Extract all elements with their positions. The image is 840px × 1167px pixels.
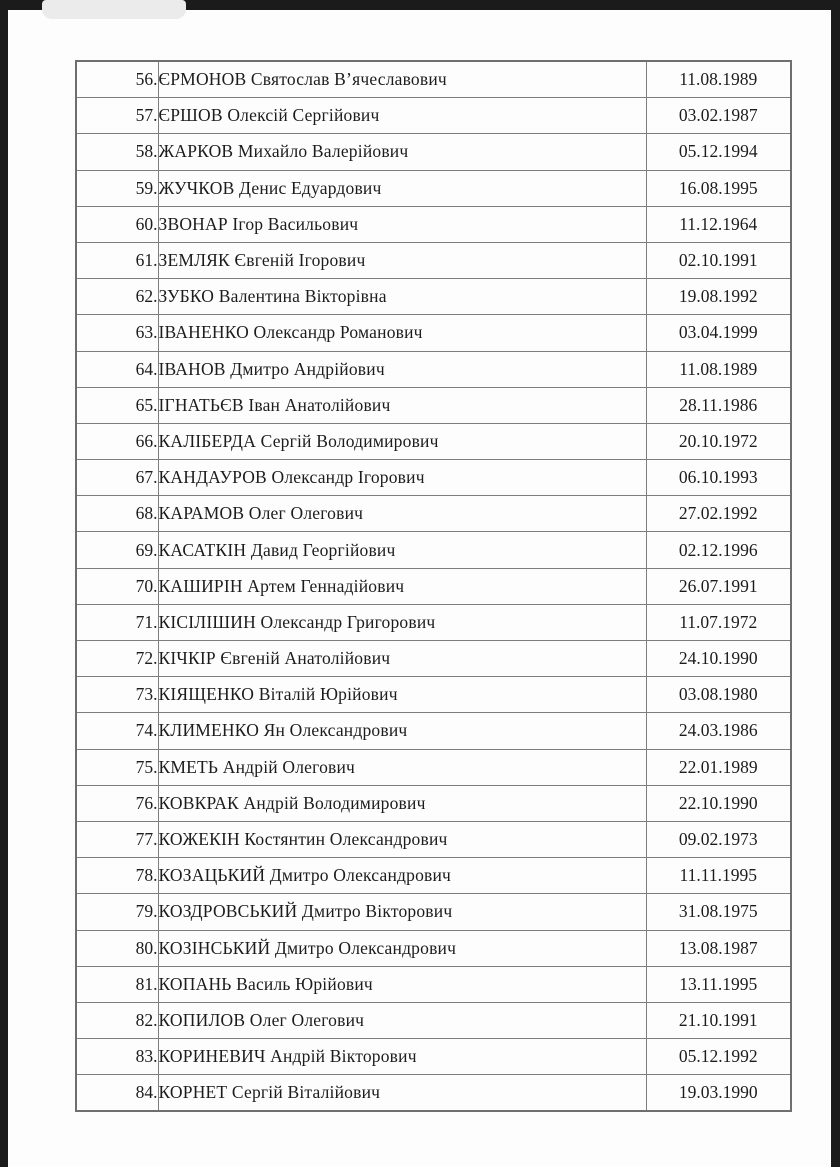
row-number-cell: 71.: [76, 604, 158, 640]
name-cell: КАЛІБЕРДА Сергій Володимирович: [158, 423, 646, 459]
row-number-cell: 61.: [76, 242, 158, 278]
row-number-cell: 82.: [76, 1002, 158, 1038]
birthdate-cell: 03.08.1980: [646, 677, 791, 713]
row-number-cell: 76.: [76, 785, 158, 821]
screenshot-frame-right: [831, 0, 840, 1167]
roster-table: [75, 60, 792, 1112]
table-row: [76, 568, 791, 604]
birthdate-cell: 02.10.1991: [646, 242, 791, 278]
table-row: [76, 930, 791, 966]
row-number-cell: 77.: [76, 821, 158, 857]
table-row: [76, 894, 791, 930]
row-number-cell: 63.: [76, 315, 158, 351]
table-row: [76, 749, 791, 785]
name-cell: КОВКРАК Андрій Володимирович: [158, 785, 646, 821]
birthdate-cell: 11.07.1972: [646, 604, 791, 640]
name-cell: КЛИМЕНКО Ян Олександрович: [158, 713, 646, 749]
row-number-cell: 70.: [76, 568, 158, 604]
row-number-cell: 80.: [76, 930, 158, 966]
name-cell: КОРНЕТ Сергій Віталійович: [158, 1075, 646, 1112]
name-cell: ЗВОНАР Ігор Васильович: [158, 206, 646, 242]
row-number-cell: 69.: [76, 532, 158, 568]
name-cell: ЗЕМЛЯК Євгеній Ігорович: [158, 242, 646, 278]
row-number-cell: 83.: [76, 1039, 158, 1075]
name-cell: ЄРМОНОВ Святослав В’ячеславович: [158, 61, 646, 98]
table-row: [76, 1075, 791, 1112]
row-number-cell: 84.: [76, 1075, 158, 1112]
row-number-cell: 66.: [76, 423, 158, 459]
table-row: [76, 242, 791, 278]
birthdate-cell: 11.12.1964: [646, 206, 791, 242]
name-cell: ІВАНОВ Дмитро Андрійович: [158, 351, 646, 387]
name-cell: КОПАНЬ Василь Юрійович: [158, 966, 646, 1002]
row-number-cell: 79.: [76, 894, 158, 930]
name-cell: КОРИНЕВИЧ Андрій Вікторович: [158, 1039, 646, 1075]
row-number-cell: 68.: [76, 496, 158, 532]
name-cell: КАНДАУРОВ Олександр Ігорович: [158, 460, 646, 496]
name-cell: КІСІЛІШИН Олександр Григорович: [158, 604, 646, 640]
table-row: [76, 98, 791, 134]
birthdate-cell: 09.02.1973: [646, 821, 791, 857]
birthdate-cell: 11.11.1995: [646, 858, 791, 894]
row-number-cell: 67.: [76, 460, 158, 496]
row-number-cell: 74.: [76, 713, 158, 749]
row-number-cell: 58.: [76, 134, 158, 170]
name-cell: ІВАНЕНКО Олександр Романович: [158, 315, 646, 351]
birthdate-cell: 03.02.1987: [646, 98, 791, 134]
row-number-cell: 73.: [76, 677, 158, 713]
row-number-cell: 59.: [76, 170, 158, 206]
birthdate-cell: 06.10.1993: [646, 460, 791, 496]
table-row: [76, 423, 791, 459]
birthdate-cell: 31.08.1975: [646, 894, 791, 930]
table-row: [76, 1002, 791, 1038]
birthdate-cell: 11.08.1989: [646, 351, 791, 387]
birthdate-cell: 27.02.1992: [646, 496, 791, 532]
name-cell: КМЕТЬ Андрій Олегович: [158, 749, 646, 785]
table-row: [76, 641, 791, 677]
birthdate-cell: 22.10.1990: [646, 785, 791, 821]
table-row: [76, 604, 791, 640]
name-cell: КОЗДРОВСЬКИЙ Дмитро Вікторович: [158, 894, 646, 930]
table-row: [76, 532, 791, 568]
birthdate-cell: 19.08.1992: [646, 279, 791, 315]
table-row: [76, 134, 791, 170]
table-row: [76, 858, 791, 894]
roster-body: [76, 61, 791, 1111]
row-number-cell: 72.: [76, 641, 158, 677]
table-row: [76, 460, 791, 496]
name-cell: КІЧКІР Євгеній Анатолійович: [158, 641, 646, 677]
table-row: [76, 315, 791, 351]
birthdate-cell: 16.08.1995: [646, 170, 791, 206]
birthdate-cell: 13.08.1987: [646, 930, 791, 966]
name-cell: КАШИРІН Артем Геннадійович: [158, 568, 646, 604]
name-cell: ЄРШОВ Олексій Сергійович: [158, 98, 646, 134]
name-cell: ІГНАТЬЄВ Іван Анатолійович: [158, 387, 646, 423]
table-row: [76, 785, 791, 821]
row-number-cell: 60.: [76, 206, 158, 242]
birthdate-cell: 11.08.1989: [646, 61, 791, 98]
table-row: [76, 821, 791, 857]
table-row: [76, 713, 791, 749]
birthdate-cell: 28.11.1986: [646, 387, 791, 423]
name-cell: КАРАМОВ Олег Олегович: [158, 496, 646, 532]
table-row: [76, 206, 791, 242]
birthdate-cell: 20.10.1972: [646, 423, 791, 459]
table-row: [76, 61, 791, 98]
name-cell: ЗУБКО Валентина Вікторівна: [158, 279, 646, 315]
birthdate-cell: 26.07.1991: [646, 568, 791, 604]
name-cell: КОПИЛОВ Олег Олегович: [158, 1002, 646, 1038]
name-cell: КОЗАЦЬКИЙ Дмитро Олександрович: [158, 858, 646, 894]
table-row: [76, 279, 791, 315]
birthdate-cell: 02.12.1996: [646, 532, 791, 568]
birthdate-cell: 24.10.1990: [646, 641, 791, 677]
table-row: [76, 170, 791, 206]
birthdate-cell: 13.11.1995: [646, 966, 791, 1002]
name-cell: КОЗІНСЬКИЙ Дмитро Олександрович: [158, 930, 646, 966]
top-tab-handle: [42, 0, 186, 19]
table-row: [76, 966, 791, 1002]
table-row: [76, 496, 791, 532]
birthdate-cell: 24.03.1986: [646, 713, 791, 749]
row-number-cell: 81.: [76, 966, 158, 1002]
birthdate-cell: 22.01.1989: [646, 749, 791, 785]
birthdate-cell: 05.12.1992: [646, 1039, 791, 1075]
name-cell: КАСАТКІН Давид Георгійович: [158, 532, 646, 568]
table-row: [76, 351, 791, 387]
row-number-cell: 78.: [76, 858, 158, 894]
row-number-cell: 62.: [76, 279, 158, 315]
birthdate-cell: 19.03.1990: [646, 1075, 791, 1112]
name-cell: КОЖЕКІН Костянтин Олександрович: [158, 821, 646, 857]
table-row: [76, 1039, 791, 1075]
birthdate-cell: 03.04.1999: [646, 315, 791, 351]
table-row: [76, 677, 791, 713]
row-number-cell: 56.: [76, 61, 158, 98]
name-cell: ЖУЧКОВ Денис Едуардович: [158, 170, 646, 206]
birthdate-cell: 05.12.1994: [646, 134, 791, 170]
table-row: [76, 387, 791, 423]
name-cell: ЖАРКОВ Михайло Валерійович: [158, 134, 646, 170]
screenshot-frame-left: [0, 0, 8, 1167]
row-number-cell: 75.: [76, 749, 158, 785]
row-number-cell: 64.: [76, 351, 158, 387]
row-number-cell: 57.: [76, 98, 158, 134]
birthdate-cell: 21.10.1991: [646, 1002, 791, 1038]
row-number-cell: 65.: [76, 387, 158, 423]
name-cell: КІЯЩЕНКО Віталій Юрійович: [158, 677, 646, 713]
